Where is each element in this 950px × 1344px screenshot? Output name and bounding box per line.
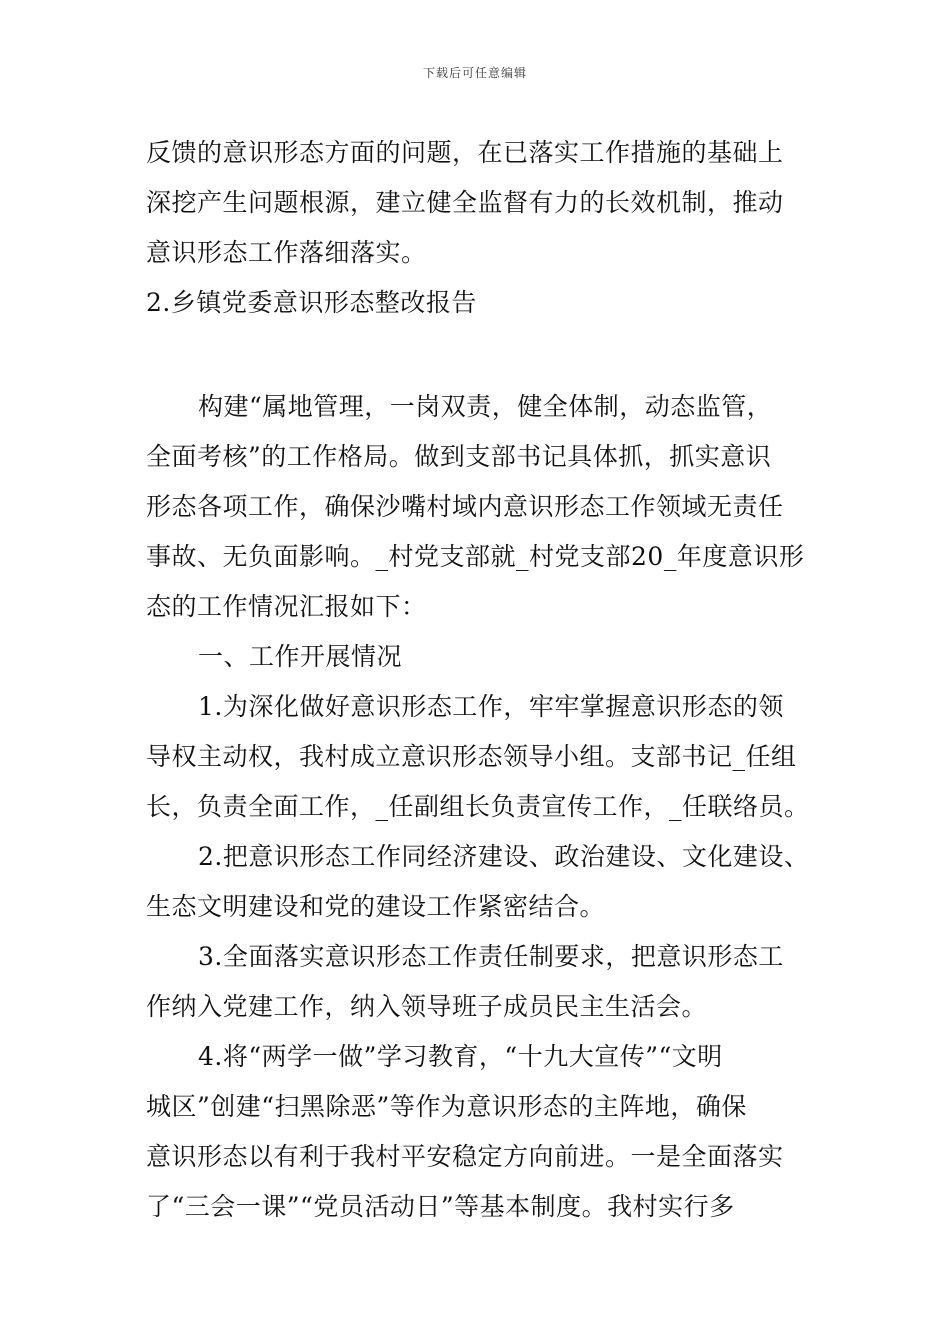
section-title: 一、工作开展情况 <box>198 642 403 671</box>
text-line: 3.全面落实意识形态工作责任制要求，把意识形态工 <box>198 942 784 971</box>
text-line: 导权主动权，我村成立意识形态领导小组。支部书记_任组 <box>146 742 797 771</box>
text-line: 形态各项工作，确保沙嘴村域内意识形态工作领域无责任 <box>146 492 784 521</box>
text-line: 4.将“两学一做”学习教育，“十九大宣传”“文明 <box>198 1042 723 1071</box>
page-header: 下载后可任意编辑 <box>422 66 527 80</box>
text-line: 全面考核”的工作格局。做到支部书记具体抓，抓实意识 <box>146 442 772 471</box>
text-line: 长，负责全面工作，_任副组长负责宣传工作，_任联络员。 <box>146 792 810 821</box>
text-line: 构建“属地管理，一岗双责，健全体制，动态监管， <box>198 392 773 421</box>
text-line: 意识形态工作落细落实。 <box>146 238 427 267</box>
text-line: 生态文明建设和党的建设工作紧密结合。 <box>146 892 606 921</box>
text-line: 城区”创建“扫黑除恶”等作为意识形态的主阵地，确保 <box>146 1092 747 1121</box>
document-body <box>146 128 816 1232</box>
text-line: 态的工作情况汇报如下： <box>146 592 427 621</box>
spacer <box>146 328 816 382</box>
text-line: 深挖产生问题根源，建立健全监督有力的长效机制，推动 <box>146 188 784 217</box>
text-line: 作纳入党建工作，纳入领导班子成员民主生活会。 <box>146 992 708 1021</box>
text-line: 事故、无负面影响。_村党支部就_村党支部20_年度意识形 <box>146 542 805 571</box>
text-line: 2.把意识形态工作同经济建设、政治建设、文化建设、 <box>198 842 810 871</box>
text-line: 了“三会一课”“党员活动日”等基本制度。我村实行多 <box>146 1192 735 1221</box>
section-heading: 2.乡镇党委意识形态整改报告 <box>146 288 477 317</box>
text-line: 意识形态以有利于我村平安稳定方向前进。一是全面落实 <box>146 1142 784 1171</box>
text-line: 1.为深化做好意识形态工作，牢牢掌握意识形态的领 <box>198 692 784 721</box>
text-line: 反馈的意识形态方面的问题，在已落实工作措施的基础上 <box>146 138 784 167</box>
